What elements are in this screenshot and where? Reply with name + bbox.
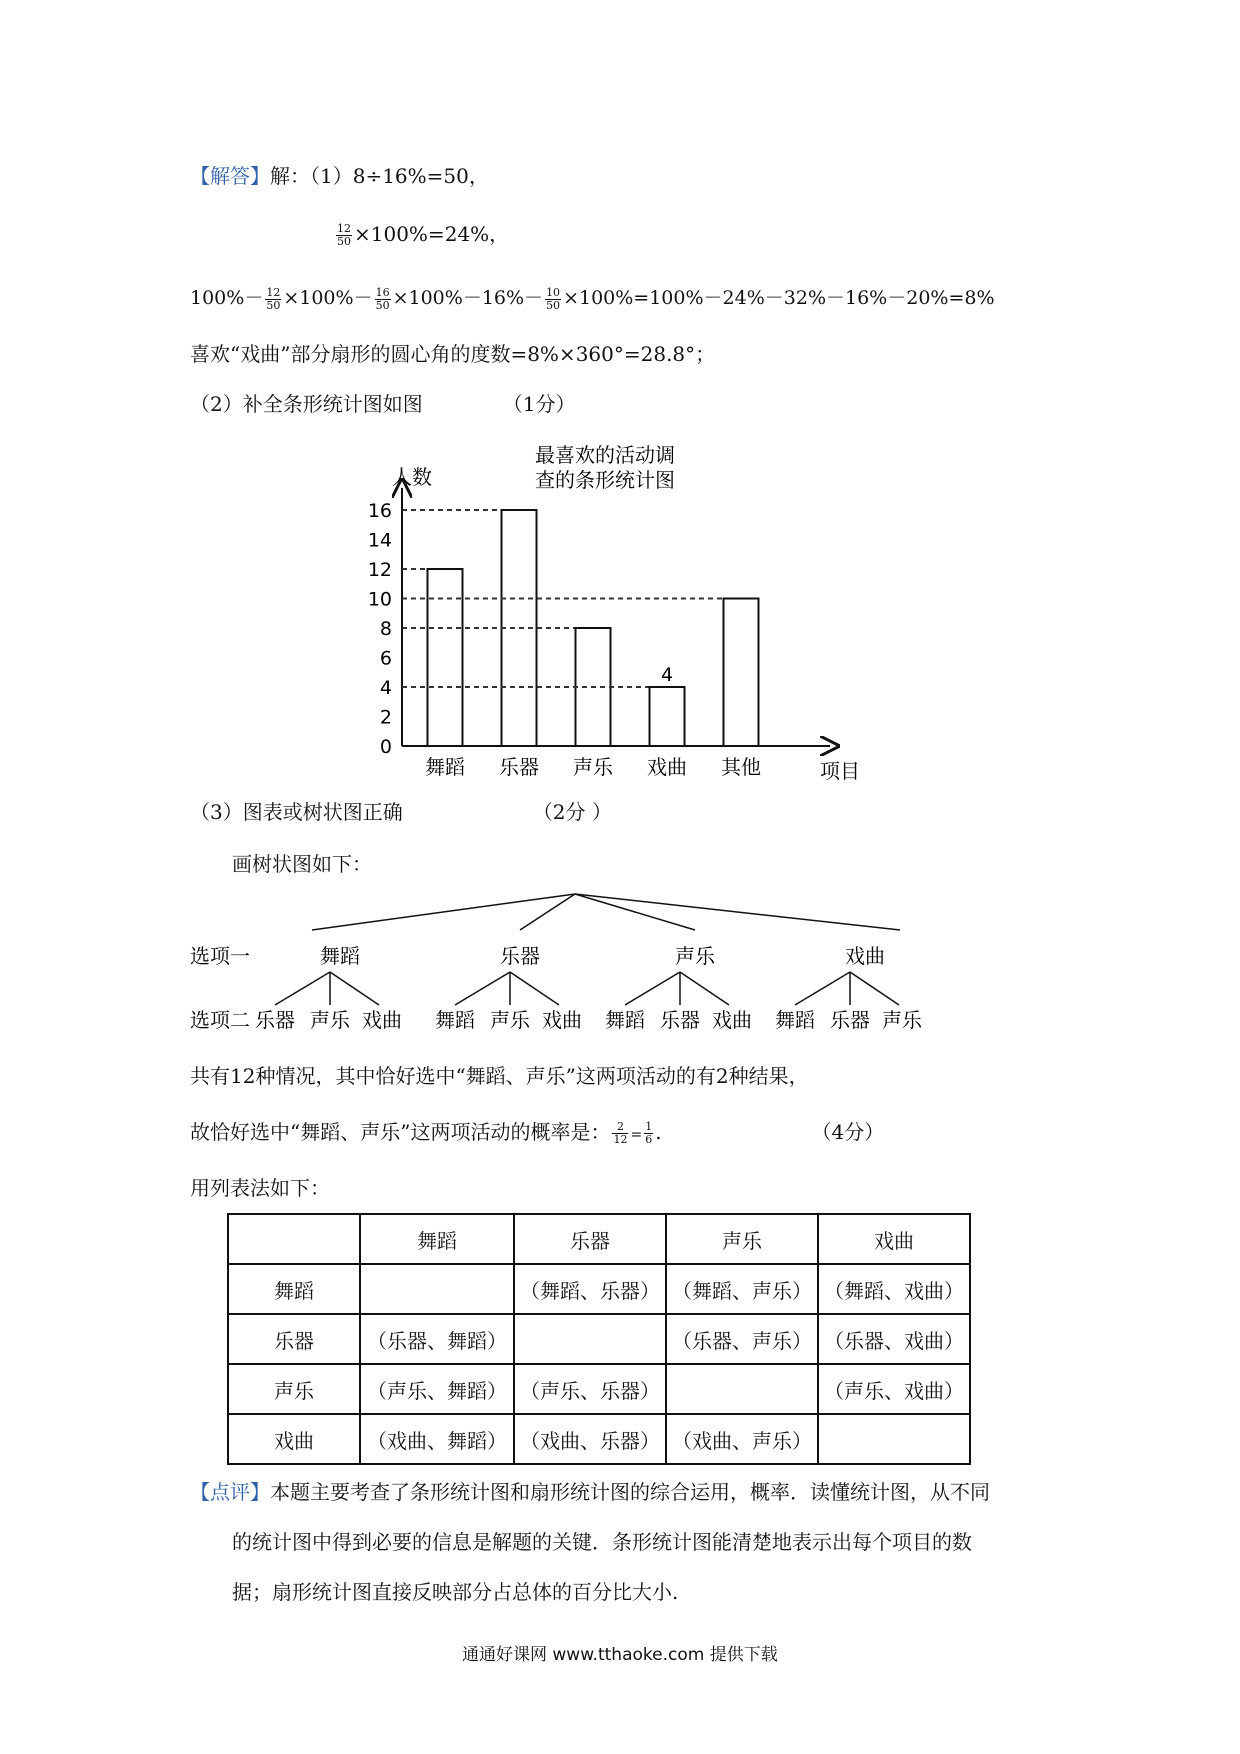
y-tick-label: 2 bbox=[379, 706, 392, 729]
table-intro: 用列表法如下： bbox=[190, 1176, 330, 1200]
answer-tag: 【解答】 bbox=[190, 164, 270, 188]
tree-branch bbox=[850, 972, 899, 1005]
tree-branch bbox=[510, 972, 559, 1005]
tree-node-level-2: 舞蹈 bbox=[775, 1008, 815, 1032]
tree-node-level-2: 声乐 bbox=[490, 1008, 530, 1032]
footer: 通通好课网 www.tthaoke.com 提供下载 bbox=[462, 1645, 778, 1665]
chart-title-line-2: 查的条形统计图 bbox=[535, 468, 675, 492]
comment-line-1: 【点评】本题主要考查了条形统计图和扇形统计图的综合运用，概率．读懂统计图，从不同 bbox=[190, 1480, 990, 1504]
table-cell: 戏曲 bbox=[228, 1414, 360, 1464]
table-cell: （乐器、声乐） bbox=[666, 1314, 818, 1364]
answer-line-1 bbox=[190, 164, 489, 188]
table-cell: 声乐 bbox=[666, 1214, 818, 1264]
y-tick-label: 6 bbox=[379, 647, 392, 670]
part-3-label: （3）图表或树状图正确 （2分 ） bbox=[190, 800, 612, 824]
answer-intro: 解：（1）8÷16%=50， bbox=[270, 164, 489, 188]
tree-node-level-2: 声乐 bbox=[882, 1008, 922, 1032]
data-label: 4 bbox=[660, 664, 674, 686]
tree-branch bbox=[680, 972, 729, 1005]
table-cell: 乐器 bbox=[228, 1314, 360, 1364]
table-cell: 舞蹈 bbox=[360, 1214, 514, 1264]
answer-line-4: 喜欢“戏曲”部分扇形的圆心角的度数=8%×360°=28.8°； bbox=[190, 342, 716, 366]
table-cell: （戏曲、舞蹈） bbox=[360, 1414, 514, 1464]
level-1-label: 选项一 bbox=[190, 944, 250, 968]
bar-其他 bbox=[724, 599, 759, 747]
tree-node-level-1: 舞蹈 bbox=[320, 944, 360, 968]
table-cell: 戏曲 bbox=[818, 1214, 970, 1264]
tree-branch bbox=[330, 972, 379, 1005]
result-line-1: 共有12种情况，其中恰好选中“舞蹈、声乐”这两项活动的有2种结果， bbox=[190, 1064, 809, 1088]
bar-chart bbox=[340, 430, 880, 780]
tree-node-level-2: 乐器 bbox=[660, 1008, 700, 1032]
table-cell: （声乐、乐器） bbox=[514, 1364, 666, 1414]
tree-node-level-2: 乐器 bbox=[255, 1008, 295, 1032]
tree-branch bbox=[625, 972, 680, 1005]
tree-diagram bbox=[185, 890, 975, 1060]
fraction: $\frac{12}{50}$ bbox=[266, 285, 281, 312]
list-table bbox=[227, 1213, 971, 1465]
table-row bbox=[228, 1314, 970, 1364]
y-tick-label: 4 bbox=[379, 677, 392, 699]
table-cell: （乐器、戏曲） bbox=[818, 1314, 970, 1364]
table-cell: （舞蹈、戏曲） bbox=[818, 1264, 970, 1314]
table-cell: （声乐、舞蹈） bbox=[360, 1364, 514, 1414]
tree-branch bbox=[795, 972, 850, 1005]
table-cell bbox=[228, 1214, 360, 1264]
y-tick-label: 16 bbox=[367, 500, 392, 522]
table-cell bbox=[818, 1414, 970, 1464]
bar-舞蹈 bbox=[428, 569, 463, 746]
part-2-score: （1分） bbox=[502, 392, 576, 416]
tree-branch bbox=[575, 894, 695, 930]
tree-branch bbox=[455, 972, 510, 1005]
comment-tag: 【点评】 bbox=[190, 1480, 270, 1504]
result-line-2: 故恰好选中“舞蹈、声乐”这两项活动的概率是： $\frac{2}{12}$ = $\frac{1}{6}$ . （4分） bbox=[190, 1120, 885, 1146]
tree-node-level-2: 戏曲 bbox=[362, 1008, 402, 1032]
tree-node-level-2: 舞蹈 bbox=[435, 1008, 475, 1032]
tree-node-level-1: 戏曲 bbox=[845, 944, 885, 968]
y-tick-label: 10 bbox=[367, 588, 392, 611]
tree-node-level-2: 舞蹈 bbox=[605, 1008, 645, 1032]
tree-branch bbox=[575, 894, 900, 930]
table-row bbox=[228, 1264, 970, 1314]
level-2-label: 选项二 bbox=[190, 1008, 250, 1032]
y-axis-label: 人数 bbox=[392, 465, 432, 489]
part-3-score: （2分 ） bbox=[532, 800, 612, 824]
x-axis-label: 项目 bbox=[820, 759, 860, 780]
table-header-row bbox=[228, 1214, 970, 1264]
tree-intro: 画树状图如下： bbox=[232, 852, 372, 876]
comment-line-3: 据；扇形统计图直接反映部分占总体的百分比大小. bbox=[232, 1580, 679, 1604]
y-tick-label: 0 bbox=[379, 736, 392, 758]
tree-node-level-2: 声乐 bbox=[310, 1008, 350, 1032]
fraction: $\frac{16}{50}$ bbox=[375, 285, 390, 312]
table-cell bbox=[666, 1364, 818, 1414]
tree-branch bbox=[520, 894, 575, 930]
table-cell: 舞蹈 bbox=[228, 1264, 360, 1314]
answer-line-2: $\frac{12}{50}$ ×100%=24%， bbox=[337, 222, 510, 248]
tree-branch bbox=[275, 972, 330, 1005]
tree-node-level-2: 戏曲 bbox=[542, 1008, 582, 1032]
y-tick-label: 8 bbox=[379, 618, 392, 640]
table-cell: （戏曲、乐器） bbox=[514, 1414, 666, 1464]
table-cell: 乐器 bbox=[514, 1214, 666, 1264]
table-cell: （舞蹈、乐器） bbox=[514, 1264, 666, 1314]
x-tick-label: 乐器 bbox=[499, 755, 539, 779]
chart-title-line-1: 最喜欢的活动调 bbox=[535, 443, 675, 467]
table-cell: （乐器、舞蹈） bbox=[360, 1314, 514, 1364]
answer-line-3: 100%－ $\frac{12}{50}$ ×100%－ $\frac{16}{50}$ ×100%－16%－ $\frac{10}{50}$ ×100%=100%－24%－32%－16%－20%=8% bbox=[190, 285, 995, 312]
comment-line-2: 的统计图中得到必要的信息是解题的关键．条形统计图能清楚地表示出每个项目的数 bbox=[232, 1530, 972, 1554]
fraction: $\frac{12}{50}$ bbox=[337, 222, 351, 248]
y-tick-label: 12 bbox=[367, 559, 392, 581]
tree-node-level-1: 乐器 bbox=[500, 944, 540, 968]
fraction: $\frac{10}{50}$ bbox=[546, 285, 561, 312]
table-cell: （声乐、戏曲） bbox=[818, 1364, 970, 1414]
tree-branch bbox=[312, 894, 575, 930]
tree-node-level-2: 戏曲 bbox=[712, 1008, 752, 1032]
table-cell: （戏曲、声乐） bbox=[666, 1414, 818, 1464]
fraction: $\frac{2}{12}$ bbox=[613, 1120, 628, 1146]
x-tick-label: 舞蹈 bbox=[425, 755, 465, 779]
bar-戏曲 bbox=[650, 687, 685, 746]
x-tick-label: 戏曲 bbox=[647, 755, 687, 779]
table-row bbox=[228, 1364, 970, 1414]
y-tick-label: 14 bbox=[367, 529, 392, 552]
x-tick-label: 声乐 bbox=[573, 755, 613, 779]
tree-node-level-1: 声乐 bbox=[675, 944, 715, 968]
table-cell: （舞蹈、声乐） bbox=[666, 1264, 818, 1314]
tree-node-level-2: 乐器 bbox=[830, 1008, 870, 1032]
x-tick-label: 其他 bbox=[721, 755, 761, 779]
table-cell: 声乐 bbox=[228, 1364, 360, 1414]
table-cell bbox=[514, 1314, 666, 1364]
result-score: （4分） bbox=[811, 1120, 885, 1144]
fraction: $\frac{1}{6}$ bbox=[645, 1120, 653, 1146]
table-cell bbox=[360, 1264, 514, 1314]
table-row bbox=[228, 1414, 970, 1464]
part-2-label: （2）补全条形统计图如图 （1分） bbox=[190, 392, 576, 416]
